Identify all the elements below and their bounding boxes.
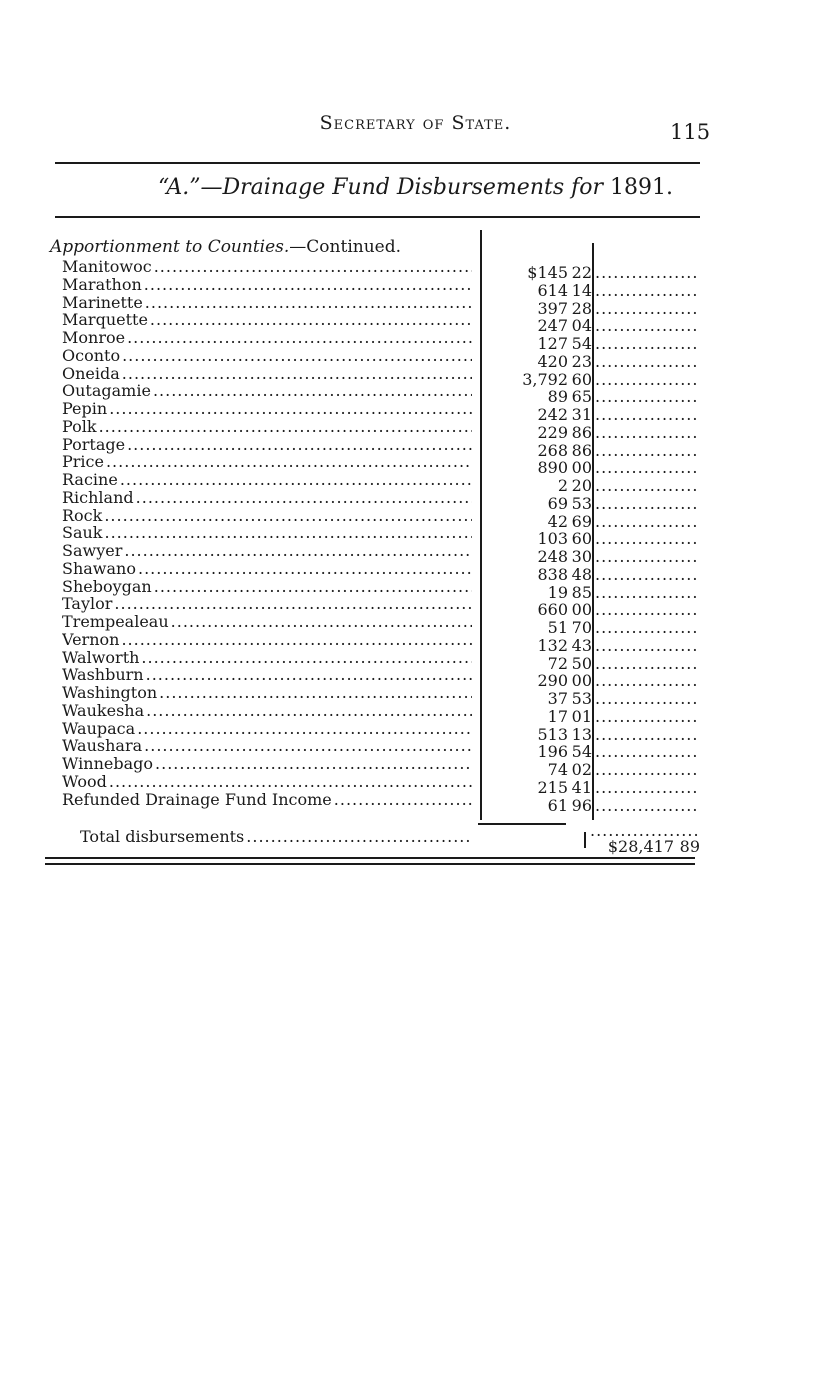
table-row: [62, 471, 472, 489]
total-amount: [600, 838, 700, 856]
leader-dots: [154, 578, 472, 596]
table-row: [62, 524, 472, 542]
amount-cell: [500, 477, 592, 495]
table-row: [62, 400, 472, 418]
leader-dots: [150, 311, 472, 329]
table-row: [62, 755, 472, 773]
leader-dots: [124, 542, 472, 560]
amount-cents: 00: [571, 671, 592, 690]
right-leader-dots: [595, 530, 697, 548]
amount-cell: [500, 743, 592, 761]
county-name: Vernon: [62, 631, 120, 649]
county-name: Walworth: [62, 649, 140, 667]
county-name: Richland: [62, 489, 134, 507]
right-leader-dots: [595, 743, 697, 761]
table-row: [62, 311, 472, 329]
leader-dots: [120, 471, 472, 489]
table-title-year: 1891.: [610, 175, 673, 200]
amount-dollars: 838: [537, 565, 568, 584]
subtotal-rule: [478, 823, 566, 825]
amount-cents: 30: [571, 547, 592, 566]
table-row: [62, 560, 472, 578]
county-name: Polk: [62, 418, 97, 436]
leader-dots: [106, 453, 472, 471]
amount-cell: [500, 388, 592, 406]
table-row: [62, 294, 472, 312]
leader-dots: [144, 737, 472, 755]
table-row: [62, 666, 472, 684]
right-leader-dots: [595, 424, 697, 442]
amount-cents: 01: [571, 707, 592, 726]
county-name: Washington: [62, 684, 158, 702]
right-leader-dots: [595, 442, 697, 460]
county-name: Pepin: [62, 400, 108, 418]
table-row: [62, 258, 472, 276]
amount-dollars: 17: [547, 707, 568, 726]
county-name: Waupaca: [62, 720, 136, 738]
right-leader-dots: [595, 495, 697, 513]
amount-cents: 00: [571, 600, 592, 619]
table-row: [62, 507, 472, 525]
amount-cell: [500, 708, 592, 726]
amount-cell: [500, 619, 592, 637]
right-leader-dots: [595, 513, 697, 531]
amount-cents: 41: [571, 778, 592, 797]
county-name: Sheboygan: [62, 578, 152, 596]
right-leader-dots: [595, 672, 697, 690]
amount-dollars: 420: [537, 352, 568, 371]
amount-dollars: 890: [537, 458, 568, 477]
title-rule: [55, 216, 700, 218]
county-name: Portage: [62, 436, 126, 454]
county-name: Shawano: [62, 560, 136, 578]
county-name: Price: [62, 453, 104, 471]
table-row: [62, 684, 472, 702]
amount-cents: 20: [571, 476, 592, 495]
amount-cents: 96: [571, 796, 592, 815]
right-leader-dots: [595, 779, 697, 797]
amount-dollars: 3,792: [522, 370, 568, 389]
amount-cents: 04: [571, 316, 592, 335]
amount-cents: 86: [571, 423, 592, 442]
county-name: Oconto: [62, 347, 121, 365]
amount-dollars: 196: [537, 742, 568, 761]
column-divider-mid: [592, 243, 594, 820]
table-row: [62, 542, 472, 560]
right-leader-dots: [595, 726, 697, 744]
right-leader-dots: [595, 584, 697, 602]
amount-cell: [500, 335, 592, 353]
amount-cell: [500, 601, 592, 619]
amount-cell: [500, 459, 592, 477]
amount-cents: 31: [571, 405, 592, 424]
bottom-rule-1: [45, 857, 695, 859]
leader-dots: [246, 828, 472, 846]
amount-dollars: 42: [547, 512, 568, 531]
county-name: Waukesha: [62, 702, 145, 720]
right-leader-dots: [595, 690, 697, 708]
section-heading-italic: Apportionment to Counties.: [50, 237, 290, 257]
table-row: [62, 276, 472, 294]
county-name: Winnebago: [62, 755, 154, 773]
county-name: Taylor: [62, 595, 113, 613]
amount-cents: 60: [571, 370, 592, 389]
leader-dots: [171, 613, 472, 631]
amount-cell: [500, 317, 592, 335]
leader-dots: [114, 595, 472, 613]
right-leader-dots: [595, 548, 697, 566]
leader-dots: [109, 400, 472, 418]
table-row: [62, 613, 472, 631]
amount-dollars: 61: [547, 796, 568, 815]
amount-cents: 54: [571, 742, 592, 761]
amount-dollars: 397: [537, 299, 568, 318]
county-name: Rock: [62, 507, 103, 525]
right-leader-dots: [595, 619, 697, 637]
amount-cents: 53: [571, 689, 592, 708]
amount-dollars: 242: [537, 405, 568, 424]
table-row: [62, 453, 472, 471]
total-row: [80, 828, 472, 846]
right-leader-dots: [595, 797, 697, 815]
right-leader-dots: [595, 459, 697, 477]
leader-dots: [153, 382, 472, 400]
county-name: Marinette: [62, 294, 143, 312]
amount-cents: 85: [571, 583, 592, 602]
leader-dots: [127, 329, 472, 347]
amount-dollars: 247: [537, 316, 568, 335]
amount-cents: 00: [571, 458, 592, 477]
table-row: [62, 365, 472, 383]
table-row: [62, 347, 472, 365]
county-name: Marquette: [62, 311, 148, 329]
bottom-rule-2: [45, 863, 695, 865]
amount-dollars: 51: [547, 618, 568, 637]
amount-cell: [500, 566, 592, 584]
total-label: Total disbursements: [80, 828, 245, 846]
table-row: [62, 631, 472, 649]
county-name: Waushara: [62, 737, 143, 755]
right-leader-dots: [595, 353, 697, 371]
right-leader-dots: [595, 566, 697, 584]
amount-dollars: 215: [537, 778, 568, 797]
amount-dollars: 69: [547, 494, 568, 513]
right-leader-dots: [595, 335, 697, 353]
amount-cell: [500, 282, 592, 300]
amount-cell: [500, 672, 592, 690]
amount-cents: 86: [571, 441, 592, 460]
table-row: [62, 737, 472, 755]
county-name: Manitowoc: [62, 258, 152, 276]
amount-dollars: 37: [547, 689, 568, 708]
right-leader-dots: [595, 371, 697, 389]
section-heading: [50, 237, 401, 257]
amount-cell: [500, 406, 592, 424]
amount-cell: [500, 690, 592, 708]
right-leader-dots: [595, 761, 697, 779]
leader-dots: [105, 524, 473, 542]
amount-dollars: 103: [537, 529, 568, 548]
amount-cell: [500, 530, 592, 548]
leader-dots: [146, 666, 472, 684]
amount-cell: [500, 637, 592, 655]
county-name: Sauk: [62, 524, 103, 542]
table-title-main: “A.”—Drainage Fund Disbursements for: [157, 175, 611, 200]
county-name: Oneida: [62, 365, 120, 383]
column-divider-left: [480, 230, 482, 820]
total-leader-dots: [590, 824, 698, 838]
table-row: [62, 595, 472, 613]
leader-dots: [141, 649, 472, 667]
leader-dots: [159, 684, 472, 702]
table-row: [62, 791, 472, 809]
county-name: Trempealeau: [62, 613, 169, 631]
amount-dollars: 127: [537, 334, 568, 353]
county-name: Wood: [62, 773, 107, 791]
amount-cell: [500, 548, 592, 566]
amount-cents: 28: [571, 299, 592, 318]
page-number: 115: [670, 120, 711, 144]
amount-cents: 22: [571, 263, 592, 282]
leader-dots: [99, 418, 472, 436]
amount-dollars: 268: [537, 441, 568, 460]
right-leader-dots: [595, 601, 697, 619]
amount-dollars: 290: [537, 671, 568, 690]
amount-dollars: 229: [537, 423, 568, 442]
right-leader-dots: [595, 708, 697, 726]
amount-cell: [500, 424, 592, 442]
leader-dots: [122, 365, 472, 383]
leader-dots: [136, 489, 472, 507]
amount-cents: 70: [571, 618, 592, 637]
amount-cents: 23: [571, 352, 592, 371]
leader-dots: [145, 294, 472, 312]
amount-cell: [500, 353, 592, 371]
table-row: [62, 720, 472, 738]
leader-dots: [104, 507, 472, 525]
table-row: [62, 702, 472, 720]
table-row: [62, 329, 472, 347]
leader-dots: [121, 631, 472, 649]
amount-cell: [500, 495, 592, 513]
total-cents: 89: [679, 837, 700, 856]
amount-cents: 60: [571, 529, 592, 548]
leader-dots: [146, 702, 472, 720]
top-rule: [55, 162, 700, 164]
amount-cents: 43: [571, 636, 592, 655]
table-row: [62, 773, 472, 791]
amount-cell: [500, 264, 592, 282]
county-name: Sawyer: [62, 542, 123, 560]
amount-dollars: 2: [557, 476, 568, 495]
leader-dots: [334, 791, 472, 809]
amount-cents: 50: [571, 654, 592, 673]
right-leader-dots: [595, 477, 697, 495]
leader-dots: [127, 436, 472, 454]
amount-dollars: 248: [537, 547, 568, 566]
total-dollars: $28,417: [607, 837, 674, 856]
amount-dollars: 660: [537, 600, 568, 619]
amount-cents: 65: [571, 387, 592, 406]
amount-dollars: 513: [537, 725, 568, 744]
leader-dots: [122, 347, 472, 365]
amount-cents: 14: [571, 281, 592, 300]
amount-cents: 48: [571, 565, 592, 584]
amount-cell: [500, 779, 592, 797]
county-name: Refunded Drainage Fund Income: [62, 791, 332, 809]
table-row: [62, 436, 472, 454]
right-leader-dots: [595, 282, 697, 300]
county-name: Monroe: [62, 329, 126, 347]
table-row: [62, 382, 472, 400]
leader-dots: [109, 773, 472, 791]
right-leader-dots: [595, 637, 697, 655]
amount-dollars: 132: [537, 636, 568, 655]
section-heading-suffix: —Continued.: [289, 237, 402, 257]
right-leader-dots: [595, 388, 697, 406]
amount-dollars: 614: [537, 281, 568, 300]
amount-cell: [500, 761, 592, 779]
amount-cell: [500, 797, 592, 815]
leader-dots: [138, 560, 472, 578]
right-leader-dots: [595, 300, 697, 318]
amount-dollars: $145: [527, 263, 568, 282]
right-leader-dots: [595, 317, 697, 335]
leader-dots: [144, 276, 472, 294]
amount-cents: 54: [571, 334, 592, 353]
amount-cents: 69: [571, 512, 592, 531]
amount-cents: 53: [571, 494, 592, 513]
leader-dots: [154, 258, 472, 276]
running-header: Secretary of State.: [319, 112, 512, 134]
amount-dollars: 89: [547, 387, 568, 406]
amount-dollars: 19: [547, 583, 568, 602]
county-name: Racine: [62, 471, 118, 489]
amount-cents: 02: [571, 760, 592, 779]
table-row: [62, 578, 472, 596]
amount-dollars: 72: [547, 654, 568, 673]
right-leader-dots: [595, 406, 697, 424]
table-row: [62, 489, 472, 507]
table-row: [62, 418, 472, 436]
amount-dollars: 74: [547, 760, 568, 779]
right-leader-dots: [595, 655, 697, 673]
amount-cents: 13: [571, 725, 592, 744]
table-title: [0, 175, 831, 200]
leader-dots: [155, 755, 472, 773]
county-name: Marathon: [62, 276, 142, 294]
table-row: [62, 649, 472, 667]
county-name: Washburn: [62, 666, 144, 684]
right-leader-dots: [595, 264, 697, 282]
county-name: Outagamie: [62, 382, 151, 400]
total-tick: [584, 832, 586, 848]
leader-dots: [137, 720, 472, 738]
